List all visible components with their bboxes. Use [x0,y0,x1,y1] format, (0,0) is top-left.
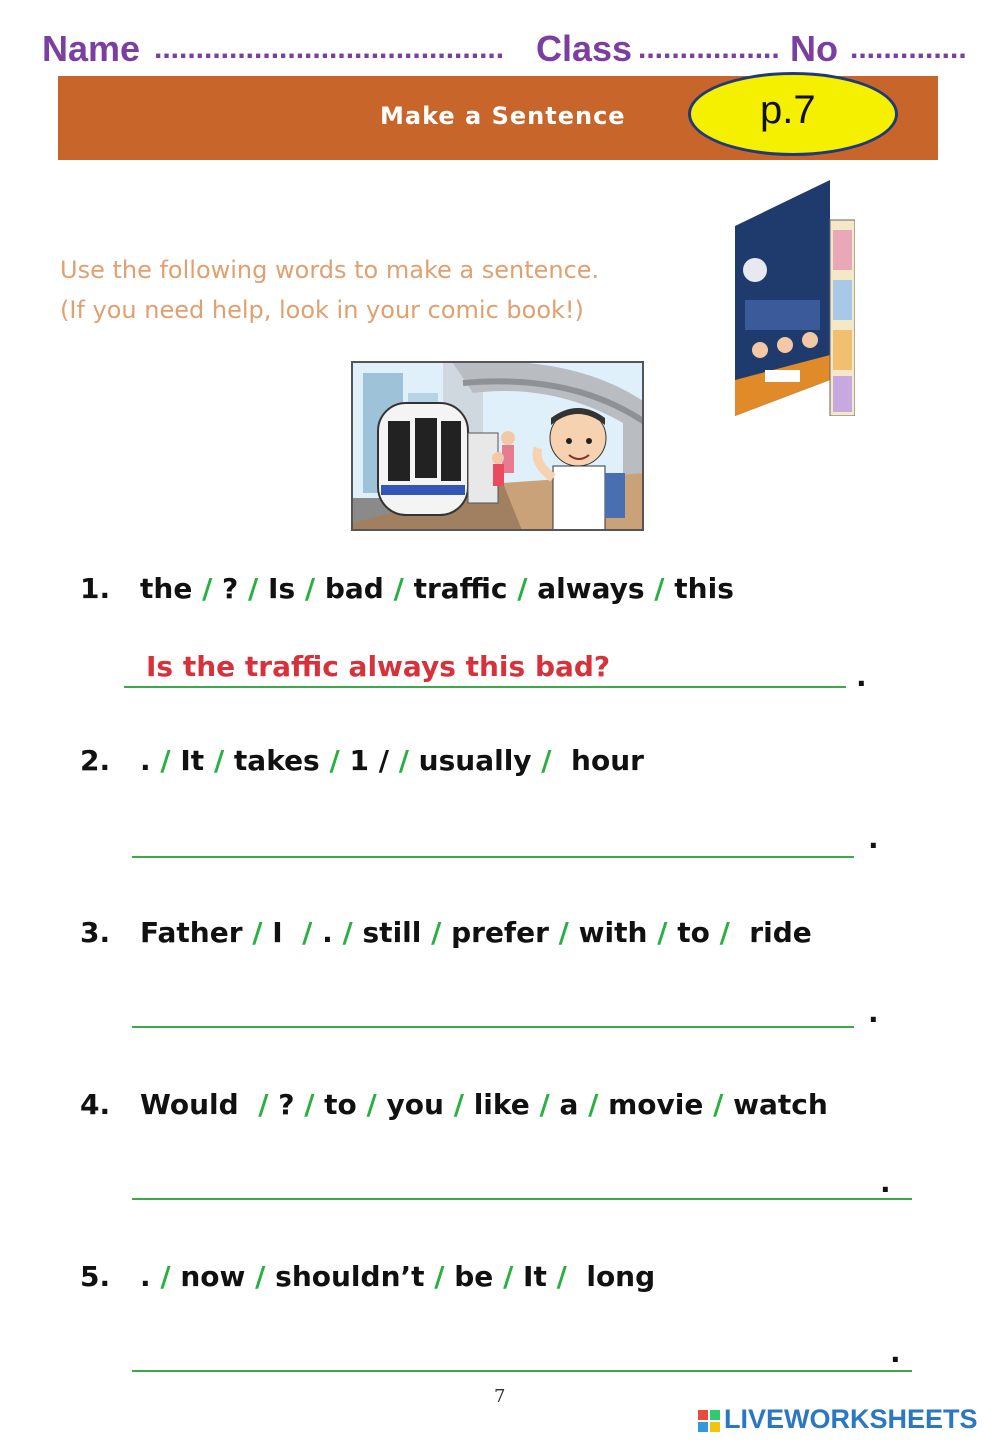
word: watch [733,1088,828,1121]
page-number: 7 [494,1386,506,1407]
question-5-words: . / now / shouldn’t / be / It / long [140,1260,656,1293]
word: . [140,744,151,777]
word: long [576,1260,656,1293]
class-label: Class [536,28,633,69]
question-2-end-point: . [868,822,879,855]
question-1-answer-line[interactable] [124,686,846,688]
word: be [454,1260,494,1293]
word: ? [222,572,239,605]
word: Would [140,1088,249,1121]
word: It [523,1260,547,1293]
question-3-number: 3. [80,916,111,949]
class-field[interactable]: ................. [638,32,780,65]
question-4-words: Would / ? / to / you / like / a / movie / watch [140,1088,828,1121]
question-4-answer-line[interactable] [132,1198,912,1200]
word: shouldn’t [275,1260,425,1293]
question-5-end-point: . [890,1336,901,1369]
no-field[interactable]: .............. [850,32,967,65]
instruction-line-1: Use the following words to make a sentence. [60,256,600,284]
word: usually [418,744,532,777]
name-field[interactable]: .......................................... [154,32,505,65]
word: now [180,1260,246,1293]
word: the [140,572,193,605]
liveworksheets-brand[interactable]: LIVEWORKSHEETS [724,1404,978,1434]
page-badge-label: p.7 [760,88,816,132]
question-3-answer-line[interactable] [132,1026,854,1028]
worksheet-title: Make a Sentence [380,102,626,130]
word: takes [233,744,320,777]
question-2-number: 2. [80,744,111,777]
question-3-words: Father / I / . / still / prefer / with / to / ride [140,916,812,949]
word: hour [561,744,644,777]
word: a [559,1088,579,1121]
word: I [272,916,293,949]
question-4-end-point: . [880,1166,891,1199]
question-4-number: 4. [80,1088,111,1121]
question-5-number: 5. [80,1260,111,1293]
word: to [324,1088,357,1121]
word: like [473,1088,530,1121]
question-2-words: . / It / takes / 1 / / usually / hour [140,744,644,777]
question-1-number: 1. [80,572,111,605]
name-label: Name [42,28,141,69]
question-3-end-point: . [868,996,879,1029]
question-1-answer[interactable]: Is the traffic always this bad? [146,650,611,683]
question-1-words: the / ? / Is / bad / traffic / always / this [140,572,734,605]
word: traffic [413,572,508,605]
word: movie [608,1088,704,1121]
instruction-line-2: (If you need help, look in your comic book!) [60,296,584,324]
liveworksheets-logo-icon [698,1410,720,1432]
word: always [537,572,645,605]
question-1-end-point: . [856,660,867,693]
word: ? [278,1088,295,1121]
train-station-illustration [351,361,644,531]
word: to [677,916,710,949]
word: ride [739,916,812,949]
word: Is [268,572,296,605]
question-2-answer-line[interactable] [132,856,854,858]
question-5-answer-line[interactable] [132,1370,912,1372]
word: still [362,916,422,949]
student-info-header [42,28,982,78]
word: bad [324,572,384,605]
word: Father [140,916,243,949]
comic-book-illustration [735,180,855,416]
word: you [386,1088,444,1121]
word: . [322,916,333,949]
word: It [180,744,205,777]
word: with [578,916,648,949]
word: prefer [451,916,549,949]
no-label: No [790,28,838,69]
word: . [140,1260,151,1293]
word: 1 [349,744,369,777]
word: this [674,572,734,605]
